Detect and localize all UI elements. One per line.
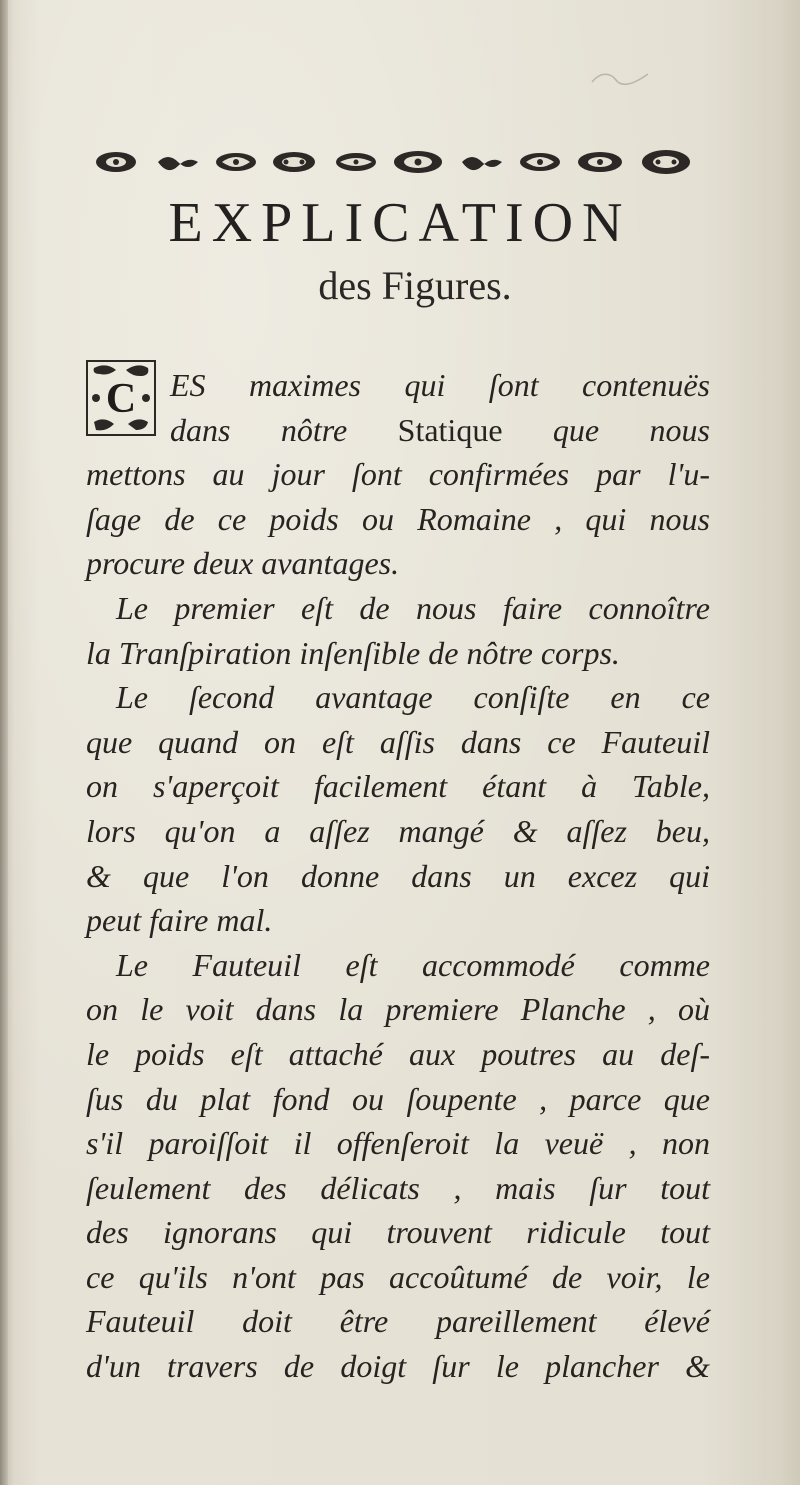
faded-handwriting-mark [590,70,650,86]
text-line: ſage de ce poids ou Romaine , qui nous [86,500,710,537]
text-line: ſus du plat fond ou ſoupente , parce que [86,1080,710,1117]
text-line: Le premier eſt de nous faire connoître [116,589,710,626]
text-line: on s'aperçoit facilement étant à Table, [86,768,710,805]
text-line: ſeulement des délicats , mais ſur tout [86,1169,710,1206]
text-line: que quand on eſt aſſis dans ce Fauteuil [86,723,710,760]
text-line: on le voit dans la premiere Planche , où [86,991,710,1028]
text-line: ce qu'ils n'ont pas accoûtumé de voir, le [86,1258,710,1295]
body-text [86,363,710,1389]
text-line: ES maximes qui ſont contenuës [170,367,710,403]
paragraph [86,586,710,675]
text-line: Le Fauteuil eſt accommodé comme [116,946,710,983]
paragraph [86,943,710,1389]
text-segment: dans nôtre [170,411,398,448]
text-line: peut faire mal. [86,902,273,939]
text-segment: que nous [502,411,710,448]
text-segment: Statique [397,411,503,448]
page-title: EXPLICATION [168,192,632,254]
text-line: la Tranſpiration inſenſible de nôtre corps. [86,634,620,671]
text-line [86,408,710,453]
printers-ornament-band [88,142,708,182]
page-subtitle: des Figures. [318,263,512,308]
text-line: d'un travers de doigt ſur le plancher & [86,1348,710,1385]
svg-text:C: C [105,376,137,422]
paragraph [86,363,710,586]
text-line: s'il paroiſſoit il offenſeroit la veuë , non [86,1125,710,1162]
text-line: & que l'on donne dans un excez qui [86,857,710,894]
text-line: procure deux avantages. [86,545,400,582]
paragraph [86,675,710,943]
text-line: Le ſecond avantage conſiſte en ce [116,679,710,716]
text-line: le poids eſt attaché aux poutres au deſ- [86,1035,710,1072]
text-line: Fauteuil doit être pareillement élevé [86,1303,710,1340]
text-line: mettons au jour ſont confirmées par l'u- [86,456,710,493]
text-line: des ignorans qui trouvent ridicule tout [86,1214,710,1251]
text-line: lors qu'on a aſſez mangé & aſſez beu, [86,812,710,849]
